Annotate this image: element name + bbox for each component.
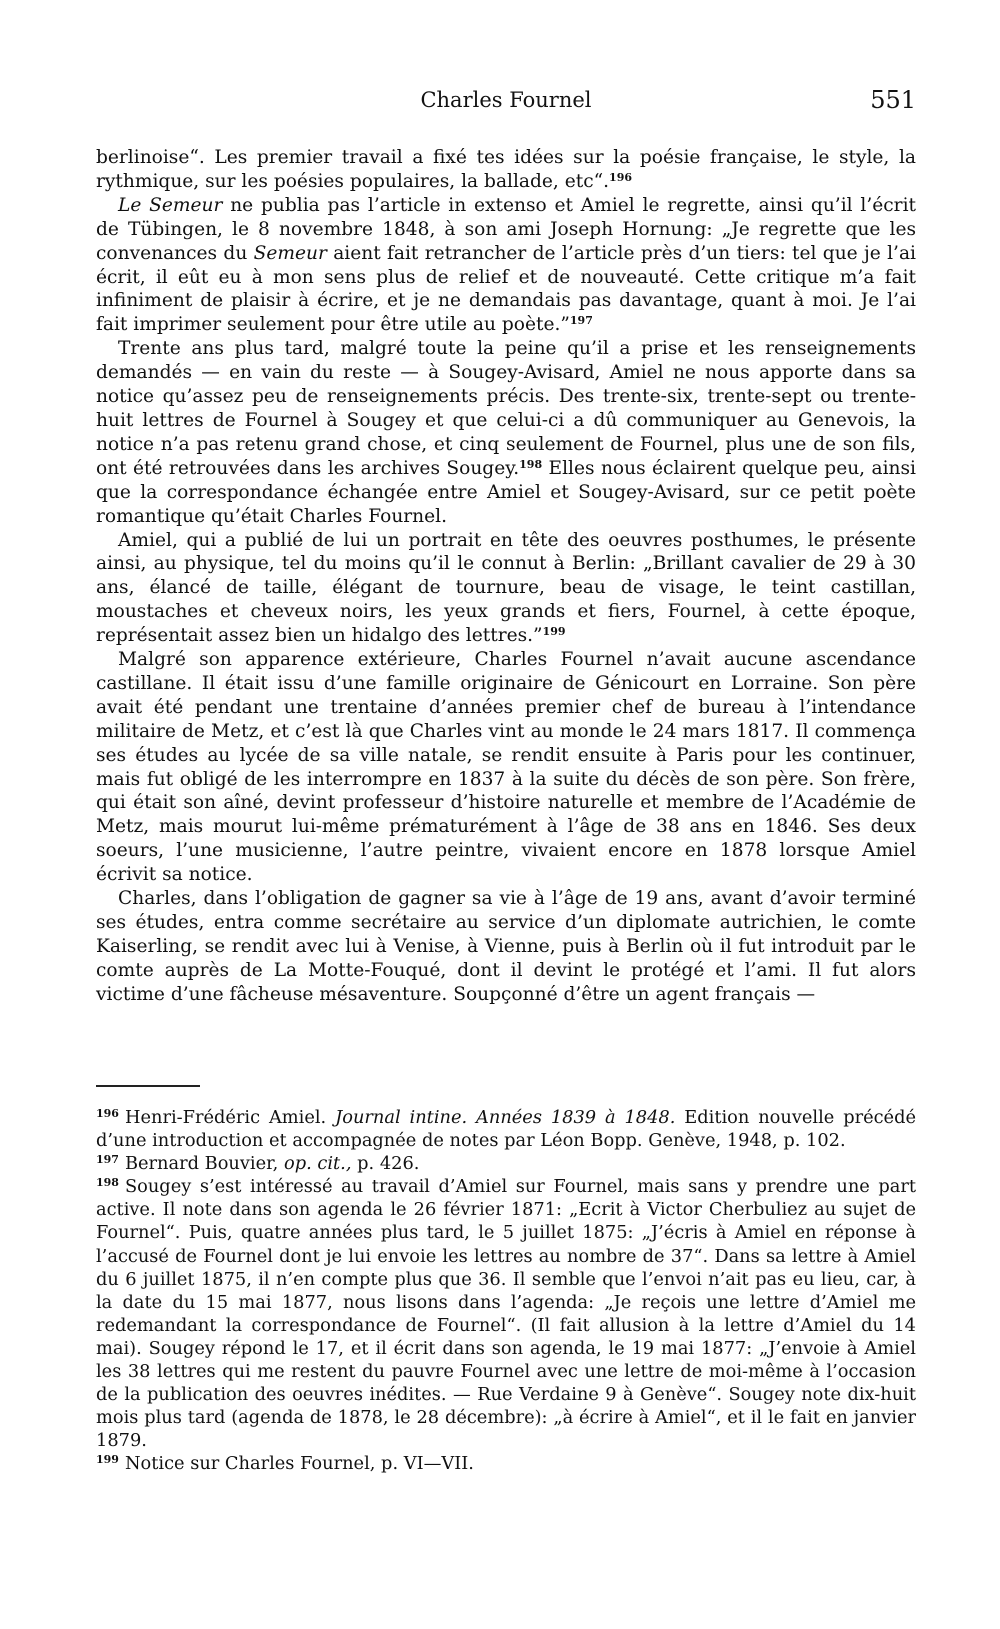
paragraph [96, 337, 916, 528]
footnote-number: 199 [96, 1453, 119, 1467]
paragraph [96, 529, 916, 649]
paragraph-text: ne publia pas l’article in extenso et Amiel le regrette, ainsi qu’il l’écrit de Tübingen, le 8 novembre 1848, à son ami Joseph Hornung: „Je regrette que les convenances du [96, 194, 916, 264]
paragraph [96, 146, 916, 194]
footnote-reference: 198 [519, 457, 543, 471]
paragraph-text: Charles, dans l’obligation de gagner sa vie à l’âge de 19 ans, avant d’avoir terminé ses études, entra comme secrétaire au service d’un diplomate autrichien, le comte Kaiserling, se rendit avec lui à Venise, à Vienne, puis à Berlin où il fut introduit par le comte auprès de La Motte-Fouqué, dont il devint le protégé et l’ami. Il fut alors victime d’une fâcheuse mésaventure. Soupçonné d’être un agent français — [96, 888, 916, 1005]
paragraph [96, 887, 916, 1007]
footnote-reference: 199 [542, 625, 566, 639]
italic-title: Journal intine. Années 1839 à 1848. [335, 1107, 676, 1128]
footnote [96, 1106, 916, 1152]
footnote-number: 197 [96, 1153, 119, 1167]
paragraph-text: Elles nous éclairent quelque peu, ainsi que la correspondance échangée entre Amiel et Sougey-Avisard, sur ce petit poète romantique qu’était Charles Fournel. [96, 457, 916, 527]
italic-abbreviation: op. cit., [283, 1153, 352, 1175]
body-text [96, 146, 916, 1007]
footnote-number: 198 [96, 1176, 119, 1190]
footnote-text: p. 426. [351, 1153, 420, 1175]
footnote-divider [96, 1085, 200, 1087]
paragraph-text: Trente ans plus tard, malgré toute la peine qu’il a prise et les renseignements demandés — en vain du reste — à Sougey-Avisard, Amiel ne nous apporte dans sa notice qu’assez peu de renseignements précis. Des trente-six, trente-sept ou trente-huit lettres de Fournel à Sougey et que celui-ci a dû communiquer au Genevois, la notice n’a pas retenu grand chose, et cinq seulement de Fournel, plus une de son fils, ont été retrouvées dans les archives Sougey. [96, 338, 916, 479]
footnote-number: 196 [96, 1107, 119, 1120]
footnote-reference: 196 [609, 170, 633, 184]
italic-title: Le Semeur [118, 194, 223, 216]
footnote-text: Bernard Bouvier, [124, 1153, 284, 1175]
footnote [96, 1175, 916, 1452]
footnote-text: Notice sur Charles Fournel, p. VI—VII. [124, 1453, 474, 1475]
paragraph-text: berlinoise“. Les premier travail a fixé tes idées sur la poésie française, le style, la rythmique, sur les poésies populaires, la ballade, etc“. [96, 147, 916, 192]
page-header [96, 86, 916, 126]
italic-title: Semeur [253, 242, 327, 264]
footnote [96, 1452, 916, 1475]
footnote-text: Edition nouvelle précédé d’une introduction et accompagnée de notes par Léon Bopp. Genève, 1948, p. 102. [96, 1107, 916, 1152]
paragraph [96, 194, 916, 337]
paragraph-text: Amiel, qui a publié de lui un portrait en tête des oeuvres posthumes, le présente ainsi, au physique, tel du moins qu’il le connut à Berlin: „Brillant cavalier de 29 à 30 ans, élancé de taille, élégant de tournure, beau de visage, le teint castillan, moustaches et cheveux noirs, les yeux grands et fiers, Fournel, à cette époque, représentait assez bien un hidalgo des lettres.” [96, 529, 916, 647]
footnotes [96, 1106, 916, 1476]
paragraph [96, 648, 916, 887]
footnote-text: Sougey s’est intéressé au travail d’Amiel sur Fournel, mais sans y prendre une part active. Il note dans son agenda le 26 février 1871: „Ecrit à Victor Cherbuliez au sujet de Fournel“. Puis, quatre années plus tard, le 5 juillet 1875: „J’écris à Amiel en réponse à l’accusé de Fournel dont je lui envoie les lettres au nombre de 37“. Dans sa lettre à Amiel du 6 juillet 1875, il n’en compte plus que 36. Il semble que l’envoi n’ait pas eu lieu, car, à la date du 15 mai 1877, nous lisons dans l’agenda: „Je reçois une lettre d’Amiel me redemandant la correspondance de Fournel“. (Il fait allusion à la lettre d’Amiel du 14 mai). Sougey répond le 17, et il écrit dans son agenda, le 19 mai 1877: „J’envoie à Amiel les 38 lettres qui me restent du pauvre Fournel avec une lettre de moi-même à l’occasion de la publication des oeuvres inédites. — Rue Verdaine 9 à Genève“. Sougey note dix-huit mois plus tard (agenda de 1878, le 28 décembre): „à écrire à Amiel“, et il le fait en janvier 1879. [96, 1176, 916, 1452]
footnote-reference: 197 [569, 314, 593, 328]
page-number: 551 [870, 86, 916, 114]
running-title: Charles Fournel [420, 88, 592, 112]
footnote [96, 1152, 916, 1175]
footnote-text: Henri-Frédéric Amiel. [124, 1107, 336, 1128]
paragraph-text: aient fait retrancher de l’article près d’un tiers: tel que je l’ai écrit, il eût eu à mon sens plus de relief et de nouveauté. Cette critique m’a fait infiniment de plaisir à écrire, et je ne demandais pas davantage, quant à moi. Je l’ai fait imprimer seulement pour être utile au poète.” [96, 242, 916, 336]
paragraph-text: Malgré son apparence extérieure, Charles Fournel n’avait aucune ascendance castillane. Il était issu d’une famille originaire de Génicourt en Lorraine. Son père avait été pendant une trentaine d’années premier chef de bureau à l’intendance militaire de Metz, et c’est là que Charles vint au monde le 24 mars 1817. Il commença ses études au lycée de sa ville natale, se rendit ensuite à Paris pour les continuer, mais fut obligé de les interrompre en 1837 à la suite du décès de son père. Son frère, qui était son aîné, devint professeur d’histoire naturelle et membre de l’Académie de Metz, mais mourut lui-même prématurément à l’âge de 38 ans en 1846. Ses deux soeurs, l’une musicienne, l’autre peintre, vivaient encore en 1878 lorsque Amiel écrivit sa notice. [96, 649, 916, 886]
